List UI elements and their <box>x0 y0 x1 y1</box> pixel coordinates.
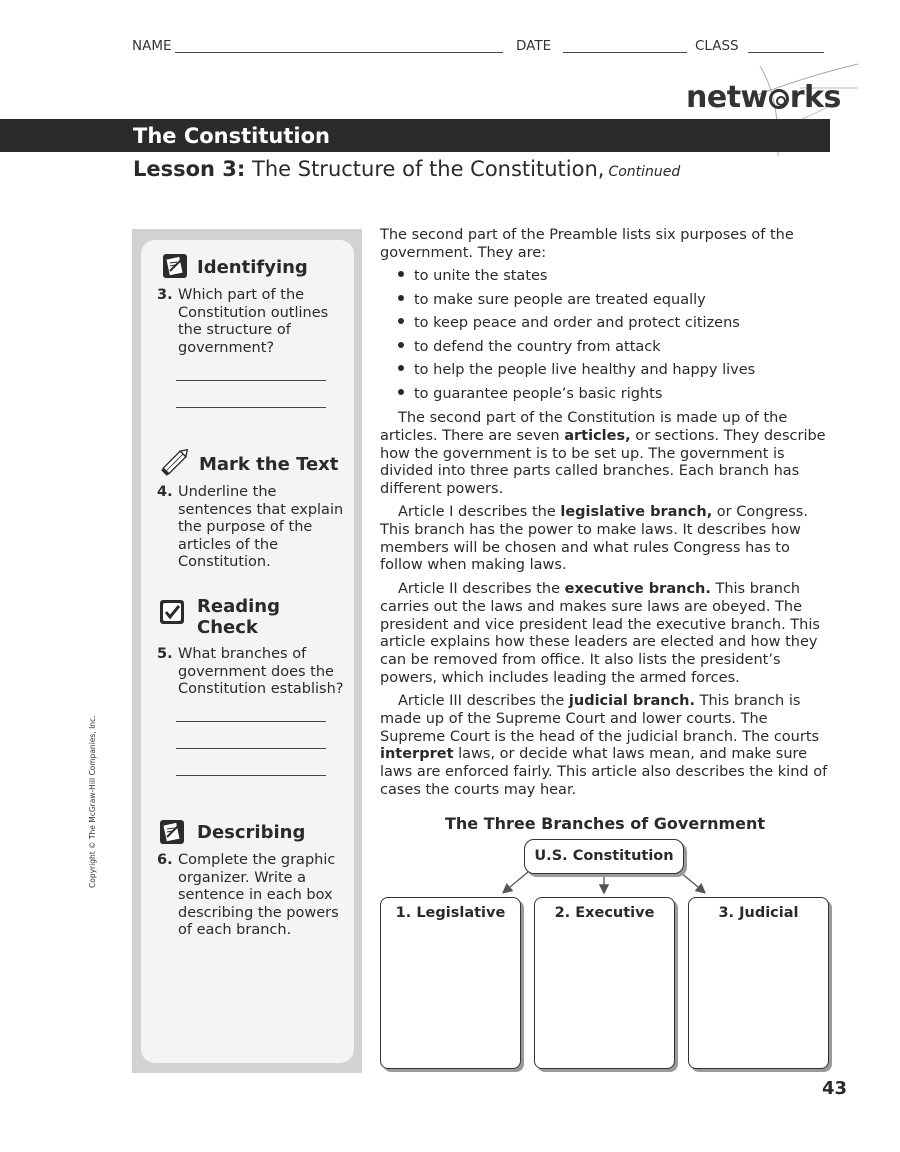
list-item: to defend the country from attack <box>398 339 661 355</box>
question-5-text: What branches of government does the Constitution establish? <box>178 646 344 698</box>
networks-logo: netw rks <box>686 80 841 115</box>
question-6 <box>157 852 348 940</box>
name-field[interactable] <box>175 52 503 53</box>
copyright-notice: Copyright © The McGraw-Hill Companies, Inc. <box>88 715 97 888</box>
name-label: NAME <box>132 38 172 54</box>
constitution-label: U.S. Constitution <box>534 848 674 864</box>
lesson-title <box>133 157 680 181</box>
lesson-label: Lesson 3: <box>133 157 246 181</box>
question-4 <box>157 484 348 572</box>
judicial-label: 3. Judicial <box>718 905 799 921</box>
student-info-header <box>132 38 832 58</box>
question-6-number: 6. <box>157 852 173 868</box>
question-3 <box>157 287 348 357</box>
question-5-number: 5. <box>157 646 173 662</box>
list-item: to unite the states <box>398 268 547 284</box>
unit-title-bar <box>0 119 830 152</box>
identifying-heading: Identifying <box>197 257 308 278</box>
question-3-number: 3. <box>157 287 173 303</box>
legislative-label: 1. Legislative <box>395 905 506 921</box>
legislative-box[interactable] <box>380 897 521 1069</box>
question-6-text: Complete the graphic organizer. Write a sentence in each box describing the powers of each branch. <box>178 852 339 939</box>
answer-line-3b[interactable] <box>176 407 326 408</box>
describing-heading: Describing <box>197 822 306 843</box>
date-field[interactable] <box>563 52 687 53</box>
answer-line-5a[interactable] <box>176 721 326 722</box>
mark-the-text-heading: Mark the Text <box>199 454 339 475</box>
answer-line-5c[interactable] <box>176 775 326 776</box>
answer-line-3a[interactable] <box>176 380 326 381</box>
purposes-list <box>398 268 818 408</box>
question-3-text: Which part of the Constitution outlines the structure of government? <box>178 287 329 356</box>
page-number: 43 <box>822 1078 848 1099</box>
organizer-title: The Three Branches of Government <box>444 814 766 833</box>
pencil-paper-icon <box>160 820 184 844</box>
list-item: to help the people live healthy and happy lives <box>398 362 755 378</box>
question-4-text: Underline the sentences that explain the purpose of the articles of the Constitution. <box>178 484 344 571</box>
preamble-intro: The second part of the Preamble lists six purposes of the government. They are: <box>380 227 794 261</box>
unit-title: The Constitution <box>133 124 330 148</box>
constitution-box <box>524 839 684 874</box>
articles-paragraph: The second part of the Constitution is made up of the articles. There are seven articles, or sections. They describe how the government is to be set up. The government is divided into three parts called branches. Each branch has different powers. <box>380 410 826 498</box>
reading-check-heading-line1: Reading <box>197 596 280 617</box>
judicial-box[interactable] <box>688 897 829 1069</box>
answer-line-5b[interactable] <box>176 748 326 749</box>
reading-check-heading <box>197 596 280 638</box>
article-2-paragraph: Article II describes the executive branch. This branch carries out the laws and makes sure laws are obeyed. The president and vice president lead the executive branch. This article explains how these leaders are elected and how they can be removed from office. It also lists the president’s powers, which includes leading the armed forces. <box>380 581 820 686</box>
checkmark-icon <box>160 600 184 624</box>
list-item: to keep peace and order and protect citizens <box>398 315 740 331</box>
continued-label: Continued <box>608 164 681 180</box>
question-5 <box>157 646 350 699</box>
lesson-name: The Structure of the Constitution, <box>252 157 605 181</box>
question-4-number: 4. <box>157 484 173 500</box>
organizer-arrows <box>490 870 720 900</box>
class-field[interactable] <box>748 52 824 53</box>
executive-box[interactable] <box>534 897 675 1069</box>
logo-target-icon <box>769 89 789 109</box>
article-1-paragraph: Article I describes the legislative branch, or Congress. This branch has the power to make laws. It describes how members will be chosen and what rules Congress has to follow when making laws. <box>380 504 808 574</box>
pencil-icon <box>159 444 193 478</box>
executive-label: 2. Executive <box>554 905 655 921</box>
class-label: CLASS <box>695 38 739 54</box>
list-item: to make sure people are treated equally <box>398 292 706 308</box>
date-label: DATE <box>516 38 552 54</box>
article-3-paragraph: Article III describes the judicial branch. This branch is made up of the Supreme Court and lower courts. The Supreme Court is the head of the judicial branch. The courts interpret laws, or decide what laws mean, and make sure laws are enforced fairly. This article also describes the kind of cases the courts may hear. <box>380 693 828 798</box>
reading-check-heading-line2: Check <box>197 617 258 638</box>
list-item: to guarantee people’s basic rights <box>398 386 662 402</box>
pencil-paper-icon <box>163 254 187 278</box>
